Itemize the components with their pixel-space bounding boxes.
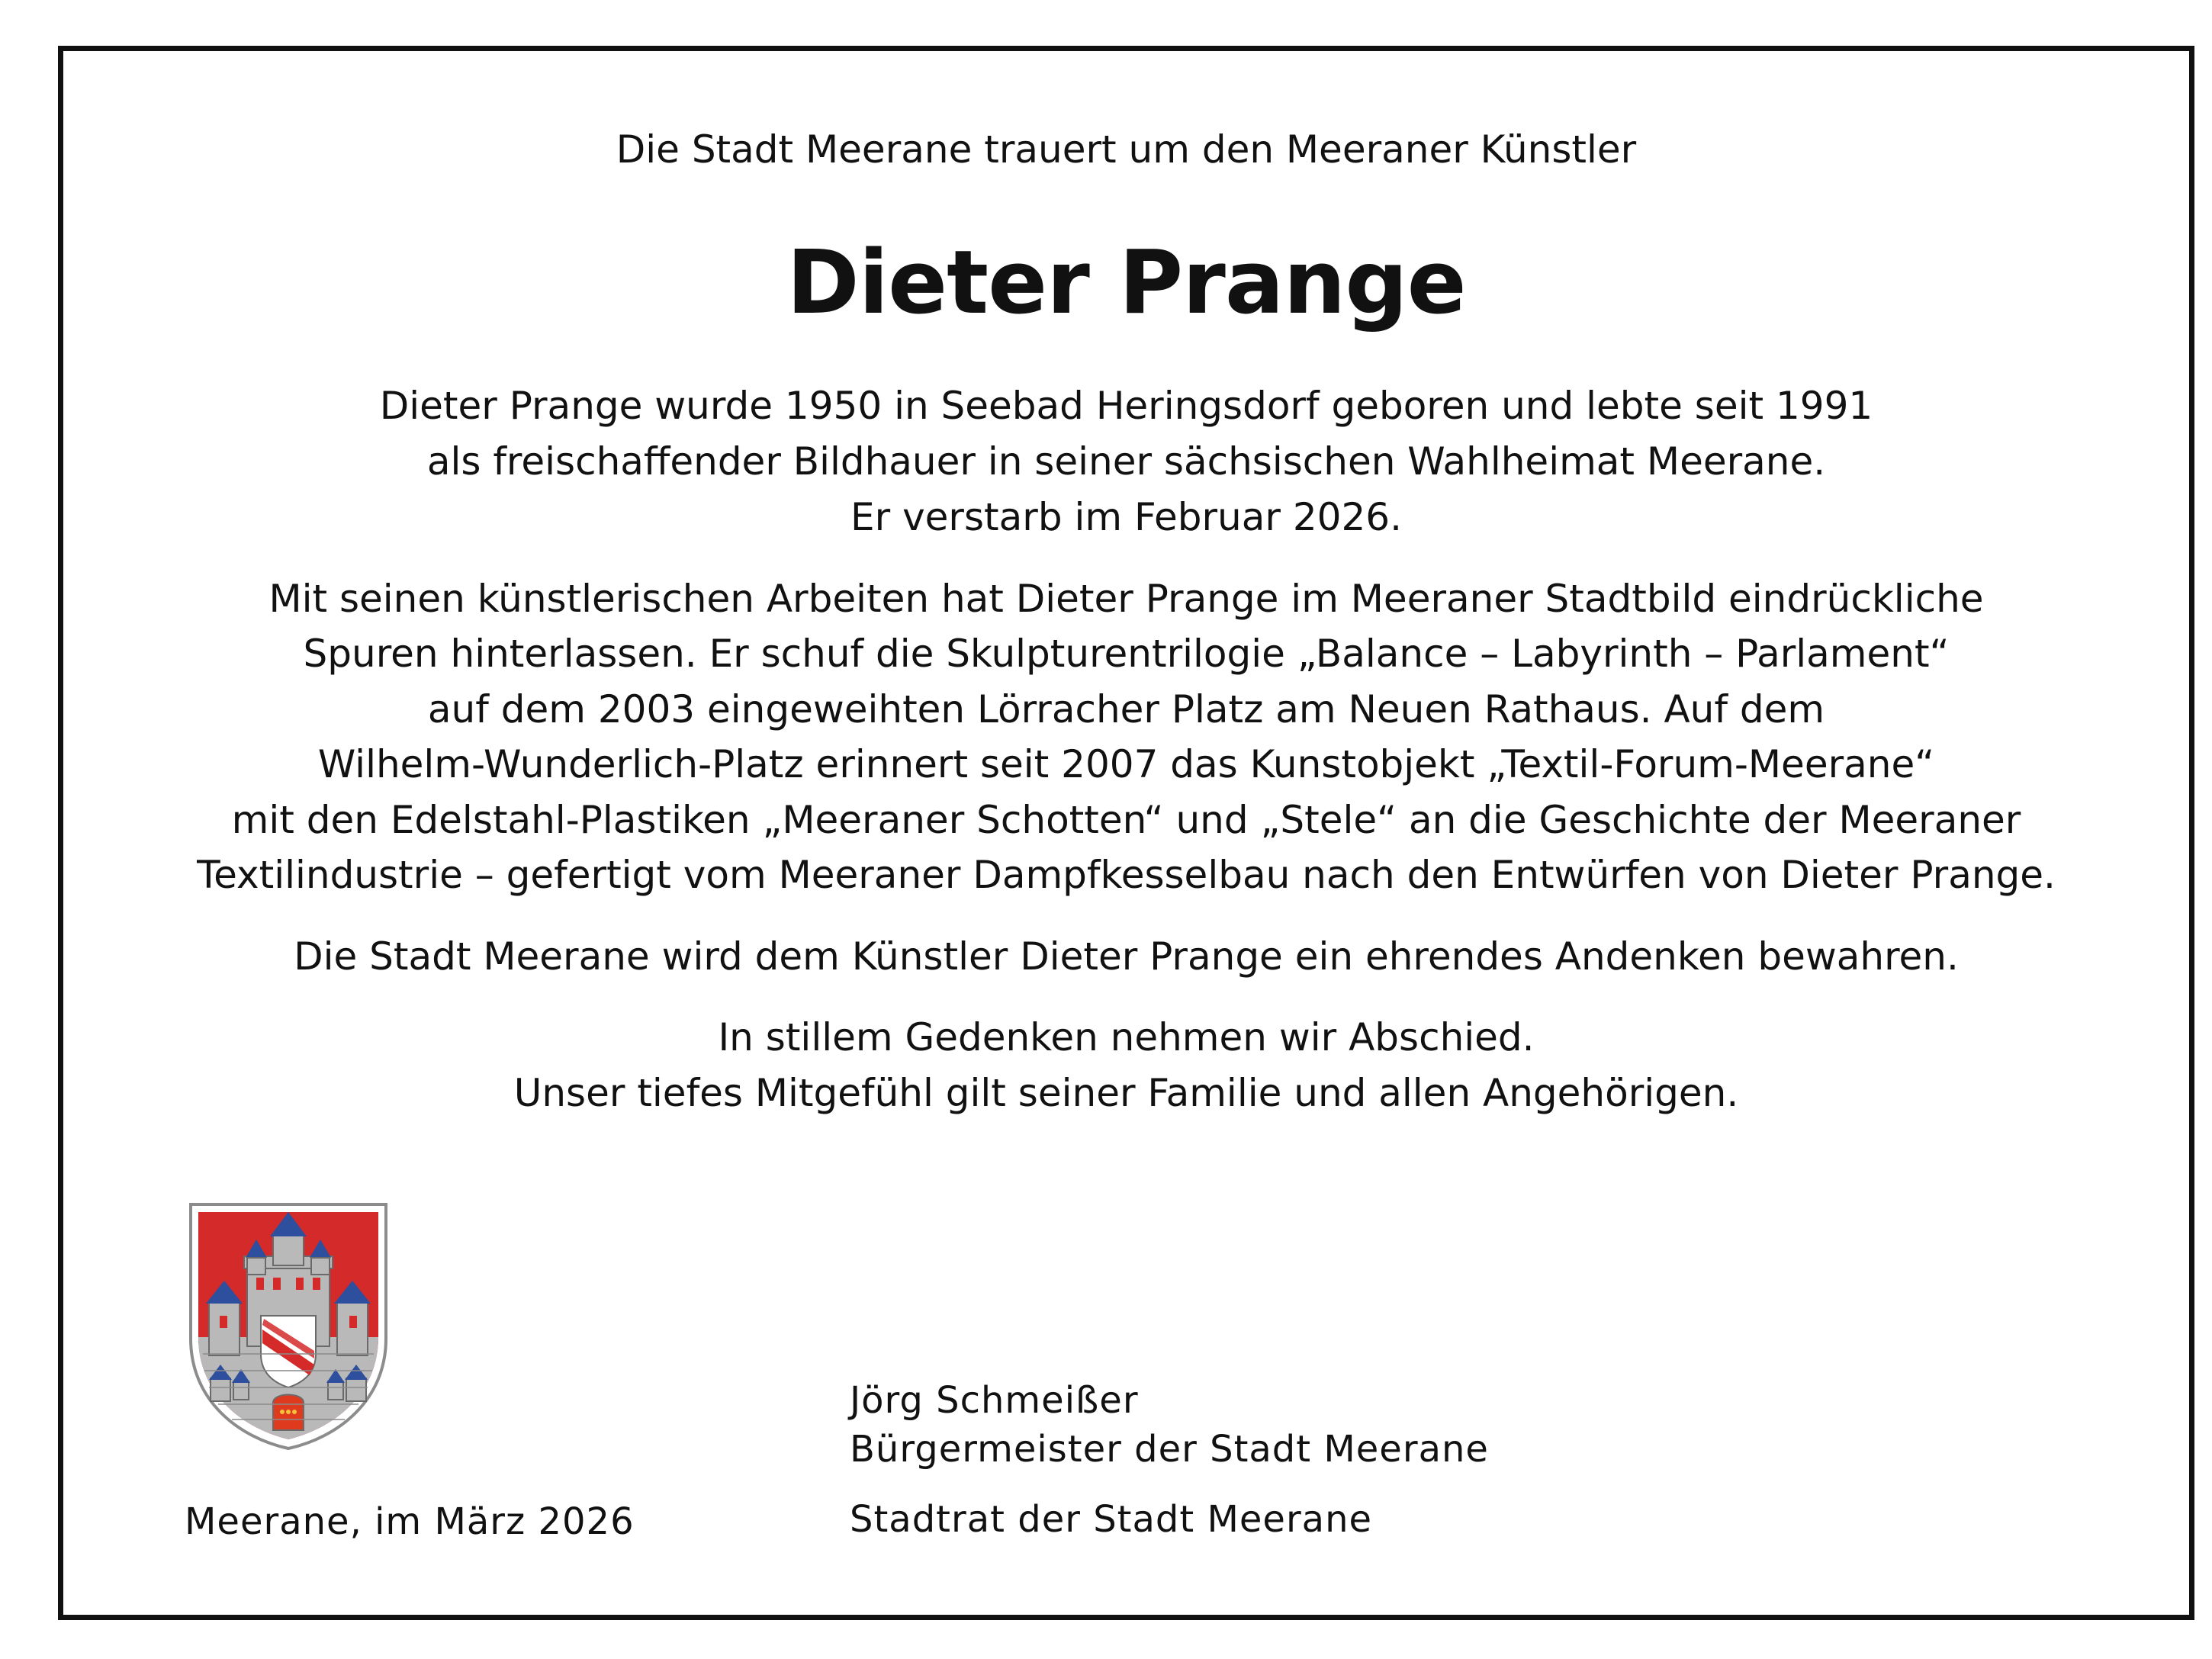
signatory-title: Bürgermeister der Stadt Meerane: [850, 1428, 1489, 1471]
bio-line-2: als freischaffender Bildhauer in seiner sächsischen Wahlheimat Meerane.: [426, 439, 1826, 484]
notice-intro: Die Stadt Meerane trauert um den Meeraner Künstler: [616, 127, 1637, 172]
place-and-date: Meerane, im März 2026: [185, 1500, 635, 1543]
bio-line-1: Dieter Prange wurde 1950 in Seebad Heringsdorf geboren und lebte seit 1991: [379, 384, 1873, 428]
works-line-4: Wilhelm-Wunderlich-Platz erinnert seit 2007 das Kunstobjekt „Textil-Forum-Meerane“: [317, 742, 1935, 786]
city-council: Stadtrat der Stadt Meerane: [850, 1498, 1373, 1541]
memory-line: Die Stadt Meerane wird dem Künstler Dieter Prange ein ehrendes Andenken bewahren.: [294, 934, 1959, 979]
works-line-1: Mit seinen künstlerischen Arbeiten hat Dieter Prange im Meeraner Stadtbild eindrückliche: [268, 577, 1984, 621]
works-line-3: auf dem 2003 eingeweihten Lörracher Platz am Neuen Rathaus. Auf dem: [427, 687, 1825, 731]
works-line-2: Spuren hinterlassen. Er schuf die Skulpturentrilogie „Balance – Labyrinth – Parlament“: [303, 632, 1950, 676]
signatory-name: Jörg Schmeißer: [850, 1379, 1139, 1422]
works-line-6: Textilindustrie – gefertigt vom Meeraner Dampfkesselbau nach den Entwürfen von Dieter Prange.: [197, 853, 2056, 897]
meerane-coat-of-arms-icon: [188, 1201, 389, 1452]
farewell-line-1: In stillem Gedenken nehmen wir Abschied.: [718, 1015, 1535, 1059]
obituary-notice-frame: [58, 46, 2194, 1620]
bio-line-3: Er verstarb im Februar 2026.: [850, 495, 1402, 539]
deceased-name: Dieter Prange: [786, 232, 1466, 334]
farewell-line-2: Unser tiefes Mitgefühl gilt seiner Familie und allen Angehörigen.: [513, 1071, 1739, 1115]
works-line-5: mit den Edelstahl-Plastiken „Meeraner Schotten“ und „Stele“ an die Geschichte der Meeraner: [231, 798, 2021, 842]
